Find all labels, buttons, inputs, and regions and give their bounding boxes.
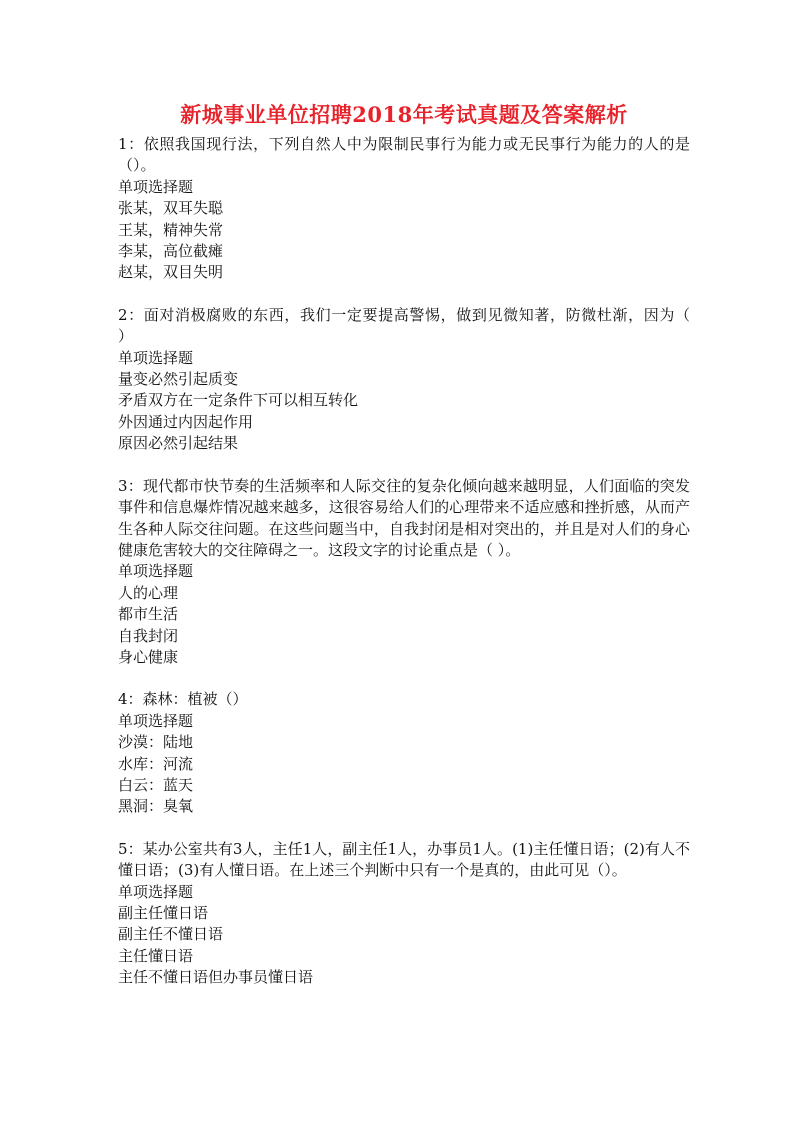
option-c: 主任懂日语	[118, 946, 194, 965]
option-c: 自我封闭	[118, 626, 179, 645]
option-b: 王某，精神失常	[118, 220, 224, 239]
question-type-label: 单项选择题	[118, 882, 194, 901]
option-c: 白云：蓝天	[118, 775, 194, 794]
option-d: 主任不懂日语但办事员懂日语	[118, 968, 314, 987]
question-type-label: 单项选择题	[118, 177, 194, 196]
question-2	[118, 305, 721, 455]
option-a: 人的心理	[118, 583, 179, 602]
option-b: 副主任不懂日语	[118, 925, 224, 944]
question-type-label: 单项选择题	[118, 711, 194, 730]
question-3	[118, 476, 690, 669]
option-b: 都市生活	[118, 605, 179, 624]
option-d: 原因必然引起结果	[118, 434, 239, 453]
question-stem: 4：森林：植被（）	[118, 690, 248, 709]
option-d: 黑洞：臭氧	[118, 797, 194, 816]
document-title: 新城事业单位招聘2018年考试真题及答案解析	[180, 102, 628, 127]
question-4	[118, 689, 690, 817]
option-d: 身心健康	[118, 647, 179, 666]
option-d: 赵某，双目失明	[118, 263, 224, 282]
option-c: 外因通过内因起作用	[118, 412, 254, 431]
question-1	[118, 134, 690, 284]
option-c: 李某，高位截瘫	[118, 242, 224, 261]
option-a: 量变必然引起质变	[118, 370, 239, 389]
option-a: 张某，双耳失聪	[118, 199, 224, 218]
question-type-label: 单项选择题	[118, 348, 194, 367]
question-5	[118, 839, 690, 989]
question-stem: 2：面对消极腐败的东西，我们一定要提高警惕，做到见微知著，防微杜渐，因为（ ）	[118, 305, 721, 346]
option-a: 副主任懂日语	[118, 904, 209, 922]
question-stem: 3：现代都市快节奏的生活频率和人际交往的复杂化倾向越来越明显，人们面临的突发事件和信息爆炸情况越来越多，这很容易给人们的心理带来不适应感和挫折感，从而产生各种人际交往问题。在这些问题当中，自我封闭是相对突出的，并且是对人们的身心健康危害较大的交往障碍之一。这段文字的讨论重点是（ ）。	[118, 476, 690, 559]
question-stem: 1：依照我国现行法，下列自然人中为限制民事行为能力或无民事行为能力的人的是（）。	[118, 135, 690, 175]
option-b: 水库：河流	[118, 754, 194, 773]
option-a: 沙漠：陆地	[118, 733, 194, 752]
document-page	[118, 100, 721, 1010]
question-stem: 5：某办公室共有3人，主任1人，副主任1人，办事员1人。(1)主任懂日语；(2)有人不懂日语；(3)有人懂日语。在上述三个判断中只有一个是真的，由此可见（）。	[118, 839, 690, 880]
question-type-label: 单项选择题	[118, 562, 194, 581]
option-b: 矛盾双方在一定条件下可以相互转化	[118, 391, 359, 410]
